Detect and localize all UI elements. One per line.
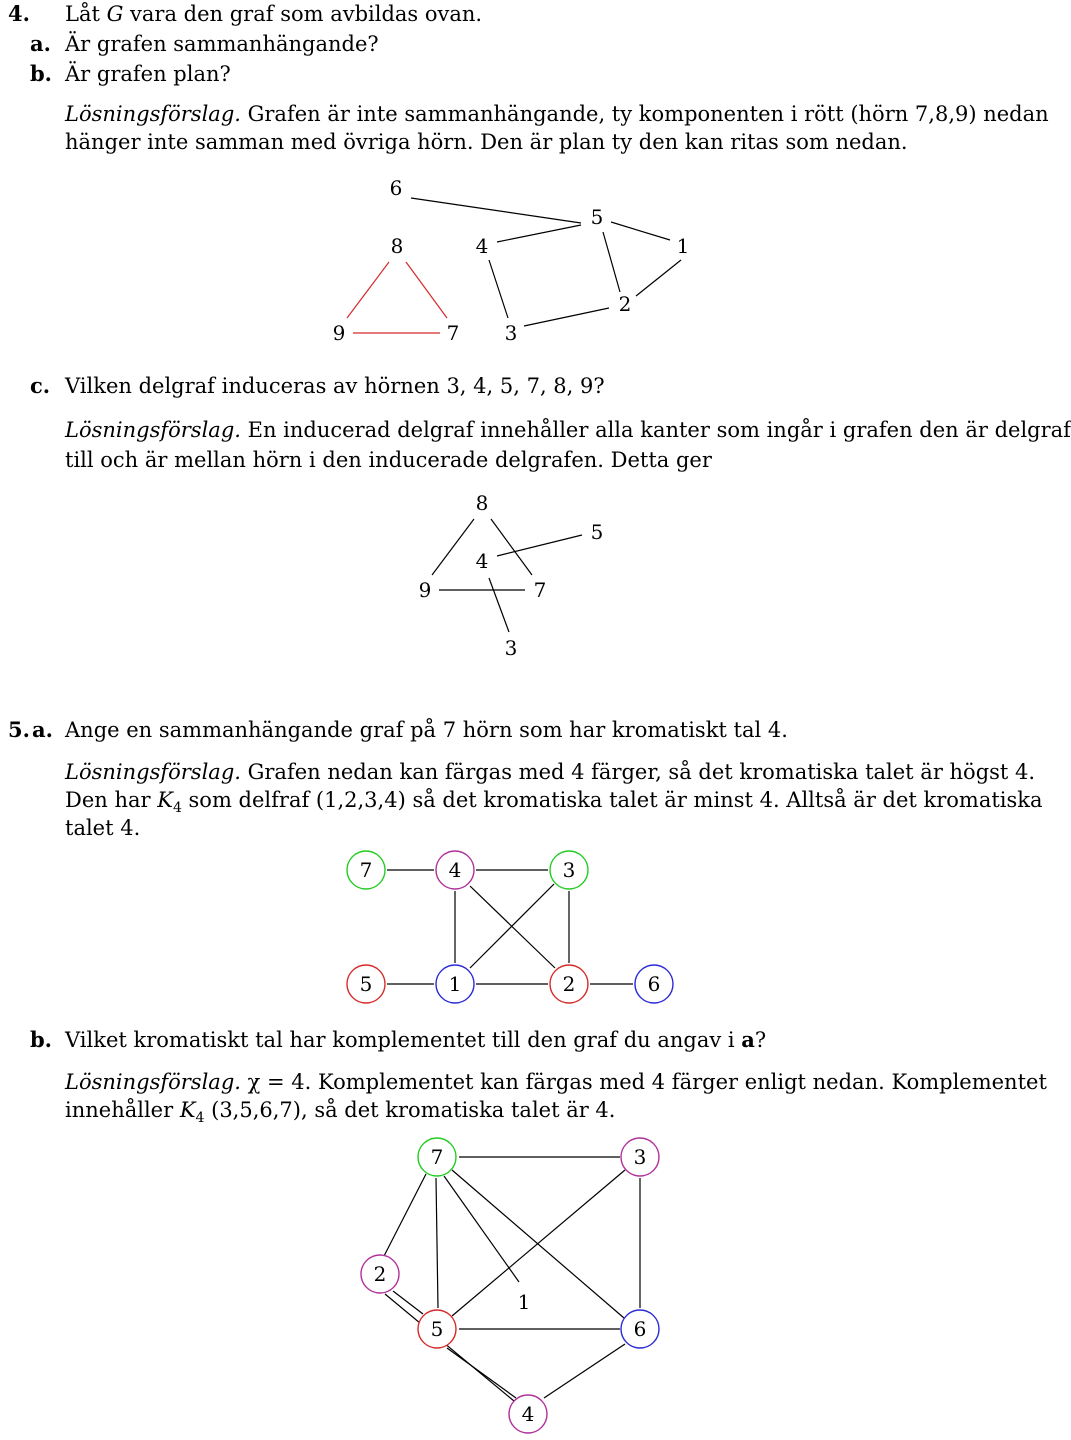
vertex-4: 4 [475,234,489,258]
vertex-9: 9 [332,321,346,345]
q5a-solution-line3: talet 4. [65,816,141,840]
graph-variable: G [106,2,124,26]
q4-number: 4. [8,1,30,26]
q5a-solution-line2: Den har $K_4$ som delfraf (1,2,3,4) så det kromatiska talet är minst 4. Alltså är det kromatiska [65,788,1043,817]
q4c-text: Vilken delgraf induceras av hörnen 3, 4, 5, 7, 8, 9? [65,374,605,398]
q4-intro: Låt G vara den graf som avbildas ovan. [65,2,483,26]
vertex-7: 7 [359,858,373,882]
vertex-7: 7 [533,578,547,602]
q5b-text: Vilket kromatiskt tal har komplementet till den graf du angav i a? [65,1027,767,1052]
q5-number: 5. [8,717,30,742]
vertex-4: 4 [521,1402,535,1426]
q4b-label: b. [30,61,52,86]
vertex-2: 2 [618,292,632,316]
edge-5-4 [447,1348,516,1398]
vertex-3: 3 [504,321,518,345]
vertex-4: 4 [448,858,462,882]
vertex-6: 6 [633,1317,647,1341]
chi-equation: χ = 4. [240,1070,312,1094]
edge-2-4 [385,1294,514,1401]
vertex-3: 3 [633,1145,647,1169]
vertex-1: 1 [517,1290,531,1314]
k4-symbol: K [157,788,173,812]
k4-symbol: K [179,1098,196,1122]
edge-7-5 [436,1178,438,1308]
vertex-5: 5 [590,205,604,229]
q4c-solution-line2: till och är mellan hörn i den inducerade delgrafen. Detta ger [65,448,712,472]
vertex-7: 7 [446,321,460,345]
vertex-5: 5 [430,1317,444,1341]
q5b-solution-line1: Lösningsförslag. χ = 4. Komplementet kan färgas med 4 färger enligt nedan. Komplementet [65,1070,1047,1094]
vertex-6: 6 [389,176,403,200]
q4ab-solution-line2: hänger inte samman med övriga hörn. Den är plan ty den kan ritas som nedan. [65,130,908,154]
edge-6-4 [544,1344,625,1398]
vertex-1: 1 [676,234,690,258]
vertex-2: 2 [562,972,576,996]
solution-label: Lösningsförslag. [65,1070,241,1094]
q5a-solution-line1: Lösningsförslag. Grafen nedan kan färgas med 4 färger, så det kromatiska talet är högst 4. [65,760,1036,784]
solution-label: Lösningsförslag. [65,418,241,442]
vertex-7: 7 [430,1145,444,1169]
q4c-label: c. [30,373,51,398]
vertex-2: 2 [373,1262,387,1286]
edge-7-1 [444,1176,519,1282]
vertex-8: 8 [475,491,489,515]
q5b-solution-line2: innehåller $K_4$ (3,5,6,7), så det kromatiska talet är 4. [65,1098,616,1127]
q4a-label: a. [30,31,51,56]
q4ab-solution-line1: Lösningsförslag. Grafen är inte sammanhängande, ty komponenten i rött (hörn 7,8,9) nedan [65,102,1049,126]
q5a-text: Ange en sammanhängande graf på 7 hörn som har kromatiskt tal 4. [65,718,788,742]
edge-7-2 [383,1174,426,1258]
vertex-3: 3 [562,858,576,882]
q4a-text: Är grafen sammanhängande? [65,32,379,56]
solution-label: Lösningsförslag. [65,102,241,126]
solution-label: Lösningsförslag. [65,760,241,784]
vertex-8: 8 [390,234,404,258]
vertex-9: 9 [418,578,432,602]
vertex-4: 4 [475,549,489,573]
q5a-label: a. [32,717,53,742]
q4b-text: Är grafen plan? [65,62,231,86]
vertex-1: 1 [448,972,462,996]
vertex-5: 5 [359,972,373,996]
edge-2-5 [393,1291,423,1314]
vertex-5: 5 [590,520,604,544]
vertex-6: 6 [647,972,661,996]
q5b-label: b. [30,1027,52,1052]
q4c-solution-line1: Lösningsförslag. En inducerad delgraf innehåller alla kanter som ingår i grafen den är delgraf [65,418,1071,442]
vertex-3: 3 [504,636,518,660]
